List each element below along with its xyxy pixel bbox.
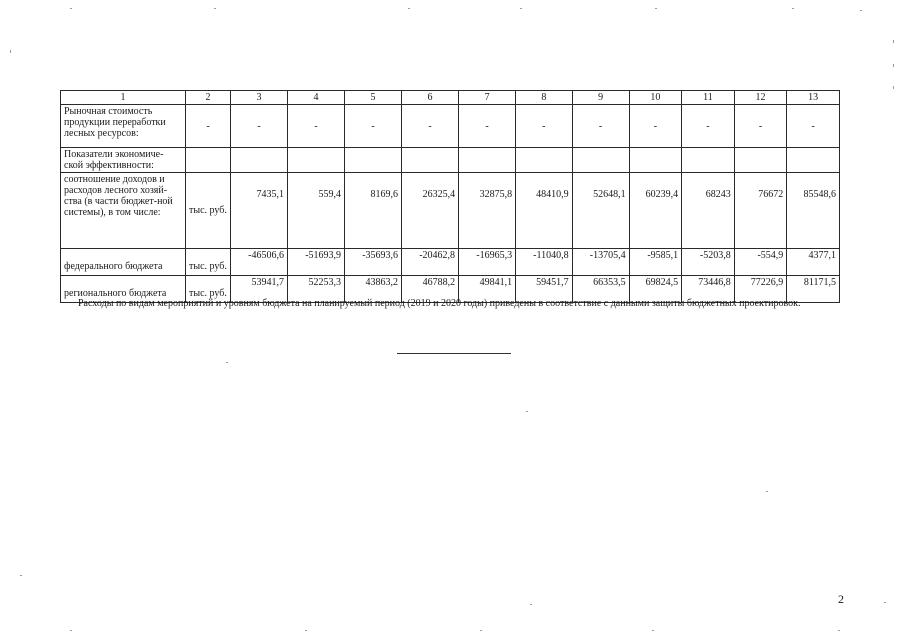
table-cell: - — [572, 105, 629, 148]
table-cell: - — [459, 105, 516, 148]
table-cell: 48410,9 — [516, 173, 573, 249]
table-cell: 49841,1 — [459, 276, 516, 303]
table-cell: - — [345, 105, 402, 148]
table-cell: 52253,3 — [288, 276, 345, 303]
table-cell — [629, 148, 682, 173]
table-cell: 46788,2 — [402, 276, 459, 303]
scan-speck — [305, 630, 307, 631]
table-cell: -51693,9 — [288, 249, 345, 276]
table-cell: 66353,5 — [572, 276, 629, 303]
table-cell: - — [629, 105, 682, 148]
table-cell: 559,4 — [288, 173, 345, 249]
table-row-efficiency-indicators — [61, 148, 840, 173]
table-cell — [231, 148, 288, 173]
header-cell: 5 — [345, 91, 402, 105]
scan-speck — [792, 8, 794, 9]
header-cell: 10 — [629, 91, 682, 105]
table-cell: 32875,8 — [459, 173, 516, 249]
scan-speck — [480, 630, 482, 631]
row-unit: тыс. руб. — [186, 276, 231, 303]
table-cell: 60239,4 — [629, 173, 682, 249]
table-cell: 52648,1 — [572, 173, 629, 249]
header-cell: 2 — [186, 91, 231, 105]
scan-speck — [526, 411, 528, 412]
table-cell — [516, 148, 573, 173]
table-cell: 59451,7 — [516, 276, 573, 303]
table-cell: 73446,8 — [682, 276, 735, 303]
table-cell — [288, 148, 345, 173]
table-cell — [682, 148, 735, 173]
separator-line — [397, 353, 511, 354]
scan-speck — [530, 604, 532, 605]
scan-speck — [838, 630, 840, 631]
table-cell: -13705,4 — [572, 249, 629, 276]
note-paragraph: Расходы по видам мероприятий и уровням бюджета на планируемый период (2019 и 2020 годы) приведены в соответствие с данными защиты бюджетных проектировок. — [78, 298, 801, 309]
table-cell: 43863,2 — [345, 276, 402, 303]
table-cell: - — [734, 105, 787, 148]
row-label: Показатели экономиче-ской эффективности: — [61, 148, 186, 173]
table-cell: 68243 — [682, 173, 735, 249]
table-cell: -16965,3 — [459, 249, 516, 276]
table-cell — [402, 148, 459, 173]
table-cell — [572, 148, 629, 173]
row-unit: тыс. руб. — [186, 249, 231, 276]
budget-table — [60, 90, 840, 303]
table-cell: -9585,1 — [629, 249, 682, 276]
table-cell: - — [288, 105, 345, 148]
table-cell: -35693,6 — [345, 249, 402, 276]
table-cell — [787, 148, 840, 173]
table-cell: - — [231, 105, 288, 148]
scan-speck — [20, 575, 22, 576]
table-cell: 8169,6 — [345, 173, 402, 249]
page-number: 2 — [838, 592, 844, 606]
row-unit — [186, 148, 231, 173]
scan-speck — [70, 630, 72, 631]
table-cell: -5203,8 — [682, 249, 735, 276]
scan-speck — [226, 362, 228, 363]
scan-speck — [655, 8, 657, 9]
row-unit: - — [186, 105, 231, 148]
header-cell: 7 — [459, 91, 516, 105]
header-cell: 6 — [402, 91, 459, 105]
table-cell: 53941,7 — [231, 276, 288, 303]
row-label: Рыночная стоимость продукции переработки лесных ресурсов: — [61, 105, 186, 148]
row-unit: тыс. руб. — [186, 173, 231, 249]
table-row-income-expense-ratio — [61, 173, 840, 249]
table-cell: 76672 — [734, 173, 787, 249]
scan-speck — [860, 10, 862, 11]
header-cell: 9 — [572, 91, 629, 105]
scan-speck — [214, 8, 216, 9]
table-cell: - — [682, 105, 735, 148]
table-row-market-value — [61, 105, 840, 148]
header-cell: 12 — [734, 91, 787, 105]
table-cell — [734, 148, 787, 173]
table-cell: 26325,4 — [402, 173, 459, 249]
table-cell: - — [787, 105, 840, 148]
scan-speck — [10, 50, 11, 53]
table-cell: 77226,9 — [734, 276, 787, 303]
row-label: соотношение доходов и расходов лесного хозяй-ства (в части бюджет-ной системы), в том числе: — [61, 173, 186, 249]
table-header-row — [61, 91, 840, 105]
scan-speck — [408, 8, 410, 9]
scan-speck — [893, 64, 894, 67]
table-cell: -20462,8 — [402, 249, 459, 276]
table-cell: -46506,6 — [231, 249, 288, 276]
scan-speck — [893, 40, 894, 43]
header-cell: 4 — [288, 91, 345, 105]
table-cell: - — [516, 105, 573, 148]
table-cell: - — [402, 105, 459, 148]
scan-speck — [520, 8, 522, 9]
header-cell: 3 — [231, 91, 288, 105]
header-cell: 13 — [787, 91, 840, 105]
header-cell: 11 — [682, 91, 735, 105]
table-cell: -554,9 — [734, 249, 787, 276]
header-cell: 8 — [516, 91, 573, 105]
table-cell: -11040,8 — [516, 249, 573, 276]
row-label: федерального бюджета — [61, 249, 186, 276]
scan-speck — [70, 8, 72, 9]
table-row-federal-budget — [61, 249, 840, 276]
table-cell: 4377,1 — [787, 249, 840, 276]
table-cell — [459, 148, 516, 173]
table-cell: 7435,1 — [231, 173, 288, 249]
scan-speck — [884, 602, 886, 603]
row-label: регионального бюджета — [61, 276, 186, 303]
table-cell: 69824,5 — [629, 276, 682, 303]
header-cell: 1 — [61, 91, 186, 105]
table-cell — [345, 148, 402, 173]
scan-speck — [652, 630, 654, 631]
table-cell: 85548,6 — [787, 173, 840, 249]
scan-speck — [893, 86, 894, 89]
table-cell: 81171,5 — [787, 276, 840, 303]
scan-speck — [766, 491, 768, 492]
